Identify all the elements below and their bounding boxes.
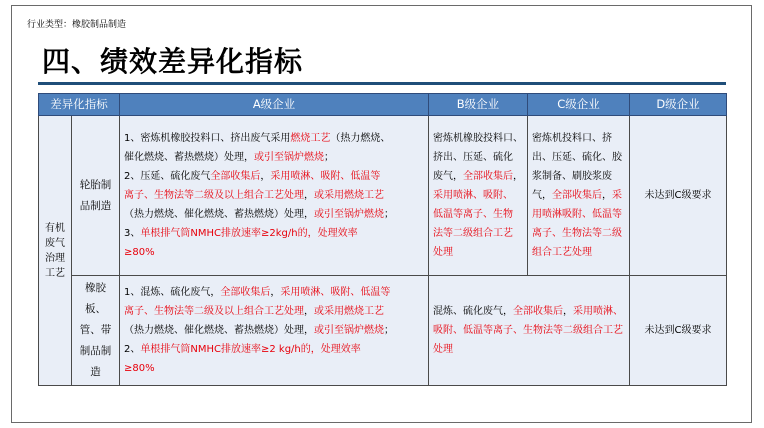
body-text: ， bbox=[563, 306, 573, 317]
highlight-text: 或采用燃烧工艺 bbox=[314, 190, 384, 201]
body-text: （热力燃烧、 bbox=[330, 133, 391, 144]
cell-text-line bbox=[433, 129, 523, 148]
cell-text-line bbox=[124, 283, 424, 302]
cell-tire-grade-d: 未达到C级要求 bbox=[630, 116, 727, 276]
cell-text-line bbox=[124, 148, 424, 167]
highlight-text: 采用喷淋、吸附、低温等离子、生物法等二级组合工艺处理 bbox=[433, 306, 623, 355]
cell-board-grade-a bbox=[120, 276, 429, 386]
cell-text-line bbox=[433, 148, 523, 167]
highlight-text: 离子、生物法等二级及以上组合工艺处理 bbox=[124, 306, 304, 317]
page-title: 四、绩效差异化指标 bbox=[42, 45, 304, 78]
highlight-text: 离子、生物法等二级及以上组合工艺处理 bbox=[124, 190, 304, 201]
highlight-text: 采用喷淋、吸附、低温等 bbox=[280, 287, 391, 298]
subcategory-tire: 轮胎制品制造 bbox=[72, 116, 120, 276]
cell-text-line bbox=[124, 302, 424, 321]
body-text: 混炼、硫化废气， bbox=[433, 306, 513, 317]
body-text: 1、密炼机橡胶投料口、挤出废气采用 bbox=[124, 133, 291, 144]
body-text: ， bbox=[602, 190, 612, 201]
cell-text-line bbox=[124, 243, 424, 262]
table-header-row bbox=[39, 94, 727, 116]
highlight-text: 全部收集后 bbox=[463, 171, 513, 182]
body-text: 密炼机橡胶投料口、 bbox=[433, 133, 523, 144]
body-text: 废气， bbox=[433, 171, 463, 182]
cell-tire-grade-b bbox=[429, 116, 528, 276]
highlight-text: 采用喷淋、吸附、低温等 bbox=[270, 171, 381, 182]
highlight-text: 法等二级组合工艺 bbox=[433, 228, 513, 239]
body-text: 1、混炼、硫化废气， bbox=[124, 287, 221, 298]
cell-text-line bbox=[124, 224, 424, 243]
header-grade-b: B级企业 bbox=[429, 94, 528, 116]
cell-text-line bbox=[124, 167, 424, 186]
highlight-text: 采用喷淋、吸附、 bbox=[433, 190, 513, 201]
body-text: 催化燃烧、蓄热燃烧）处理， bbox=[124, 152, 254, 163]
body-text: ， bbox=[513, 171, 523, 182]
cell-text-line bbox=[433, 186, 523, 205]
highlight-text: 全部收集后 bbox=[220, 287, 271, 298]
cell-text-line bbox=[433, 302, 625, 359]
body-text: ； bbox=[384, 209, 394, 220]
cell-text-line bbox=[124, 129, 424, 148]
title-rule bbox=[38, 82, 726, 85]
body-text: ， bbox=[304, 306, 314, 317]
indicator-table bbox=[38, 93, 727, 386]
body-text: 挤出、压延、硫化 bbox=[433, 152, 513, 163]
body-text: ， bbox=[270, 287, 281, 298]
cell-text-line bbox=[124, 321, 424, 340]
highlight-text: 低温等离子、生物 bbox=[433, 209, 513, 220]
cell-text-line bbox=[433, 167, 523, 186]
highlight-text: 处理 bbox=[433, 247, 453, 258]
cell-board-grade-bc bbox=[429, 276, 630, 386]
body-text: 密炼机投料口、挤出、压延、硫化、胶浆制备、刷胶浆废气， bbox=[532, 133, 622, 201]
industry-label: 行业类型：橡胶制品制造 bbox=[27, 20, 127, 30]
highlight-text: 全部收集后 bbox=[552, 190, 602, 201]
header-grade-c: C级企业 bbox=[528, 94, 630, 116]
highlight-text: 或引至锅炉燃烧 bbox=[314, 325, 384, 336]
cell-text-line bbox=[532, 129, 625, 262]
highlight-text: 全部收集后 bbox=[210, 171, 261, 182]
body-text: 2、 bbox=[124, 344, 141, 355]
highlight-text: 燃烧工艺 bbox=[290, 133, 331, 144]
cell-text-line bbox=[124, 340, 424, 359]
body-text: ； bbox=[384, 325, 394, 336]
highlight-text: 采用喷淋吸附、低温等离子、生物法等二级组合工艺处理 bbox=[532, 190, 622, 258]
body-text: （热力燃烧、催化燃烧、蓄热燃烧）处理， bbox=[124, 325, 314, 336]
cell-text-line bbox=[124, 359, 424, 378]
subcategory-rubber-board: 橡胶板、管、带制品制造 bbox=[72, 276, 120, 386]
cell-text-line bbox=[124, 205, 424, 224]
highlight-text: 或采用燃烧工艺 bbox=[314, 306, 384, 317]
header-grade-d: D级企业 bbox=[630, 94, 727, 116]
body-text: 2、压延、硫化废气 bbox=[124, 171, 211, 182]
category-cell: 有机废气治理工艺 bbox=[39, 116, 72, 386]
cell-text-line bbox=[433, 243, 523, 262]
cell-text-line bbox=[433, 224, 523, 243]
body-text: ， bbox=[260, 171, 271, 182]
highlight-text: 或引至锅炉燃烧 bbox=[314, 209, 384, 220]
highlight-text: 单根排气筒NMHC排放速率≥2 kg/h的，处理效率 bbox=[140, 344, 361, 355]
highlight-text: 或引至锅炉燃烧 bbox=[254, 152, 324, 163]
highlight-text: ≥80% bbox=[124, 363, 155, 374]
highlight-text: ≥80% bbox=[124, 247, 155, 258]
highlight-text: 单根排气筒NMHC排放速率≥2kg/h的，处理效率 bbox=[140, 228, 358, 239]
highlight-text: 全部收集后 bbox=[513, 306, 563, 317]
table-row bbox=[39, 116, 727, 276]
cell-text-line bbox=[124, 186, 424, 205]
header-grade-a: A级企业 bbox=[120, 94, 429, 116]
body-text: （热力燃烧、催化燃烧、蓄热燃烧）处理， bbox=[124, 209, 314, 220]
cell-tire-grade-a bbox=[120, 116, 429, 276]
body-text: ， bbox=[304, 190, 314, 201]
cell-board-grade-d: 未达到C级要求 bbox=[630, 276, 727, 386]
cell-text-line bbox=[433, 205, 523, 224]
header-indicator: 差异化指标 bbox=[39, 94, 120, 116]
body-text: 3、 bbox=[124, 228, 141, 239]
table-row bbox=[39, 276, 727, 386]
cell-tire-grade-c bbox=[528, 116, 630, 276]
body-text: ； bbox=[324, 152, 334, 163]
